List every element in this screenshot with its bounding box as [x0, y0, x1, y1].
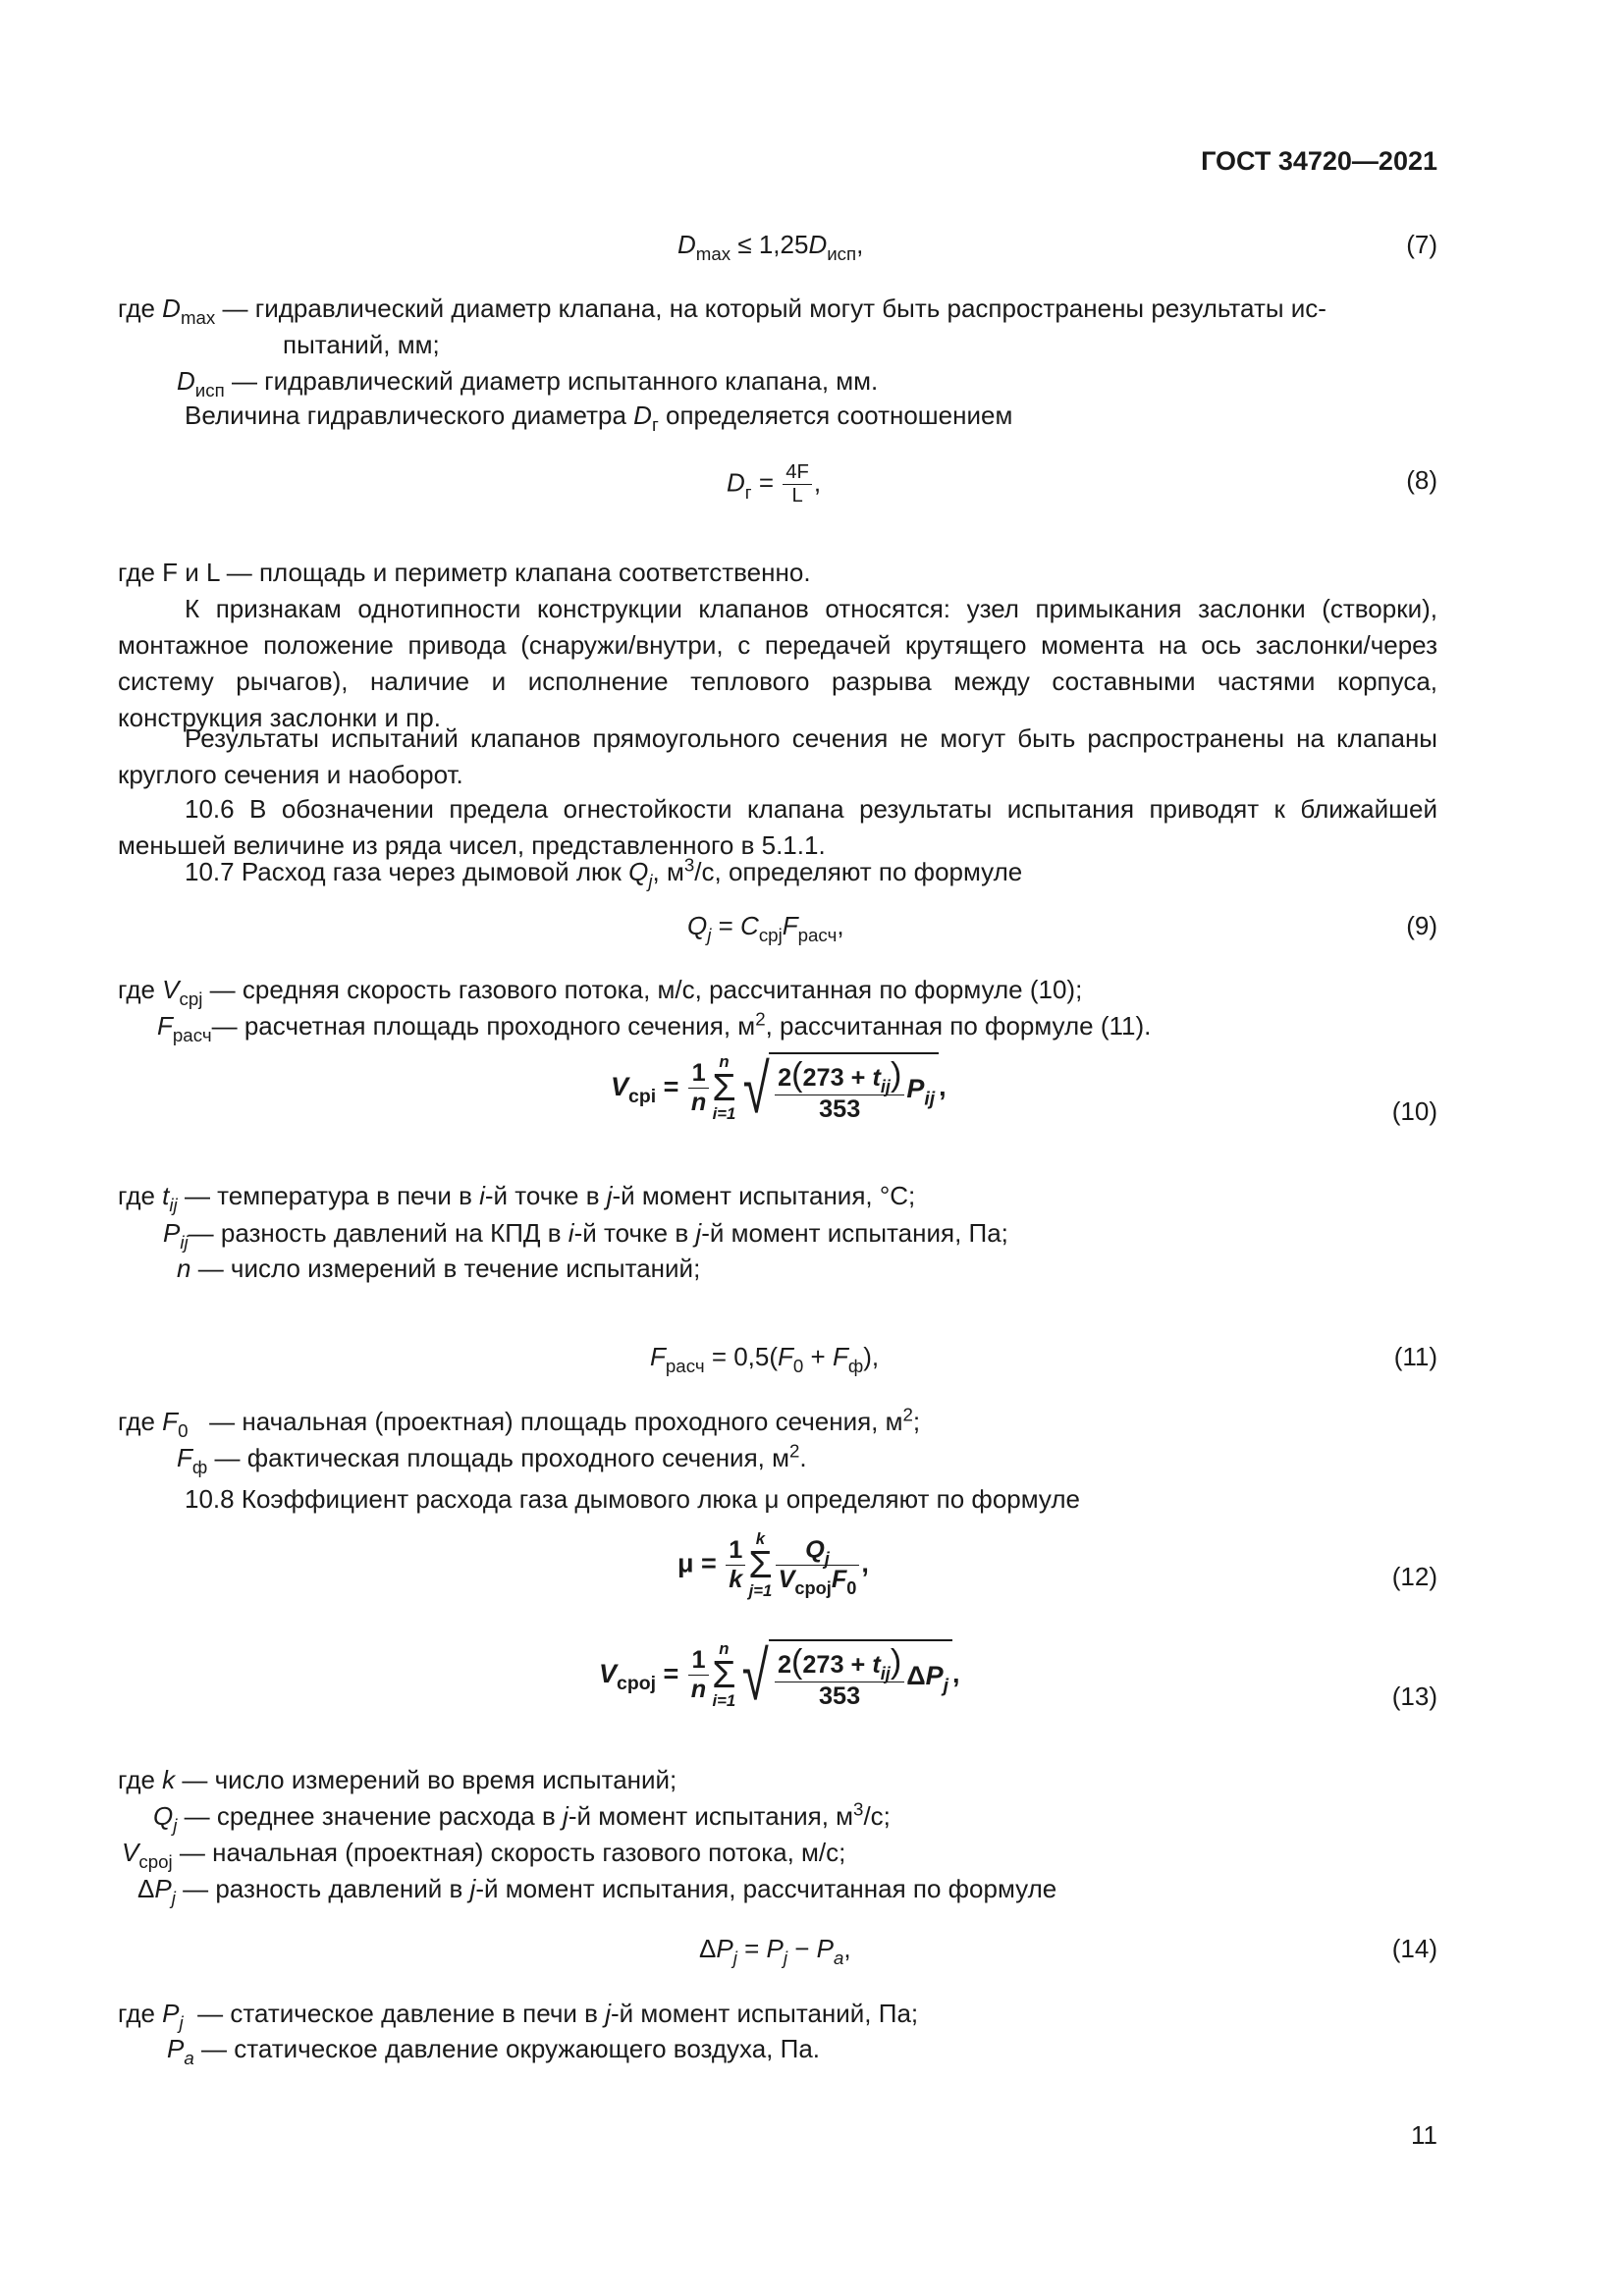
- def10-line3: n — число измерений в течение испытаний;: [177, 1254, 701, 1283]
- def7-line2: $D_{исп}$ — гидравлический диаметр испытанного клапана, мм.: [177, 366, 879, 401]
- equation-13: $V_{сроj}$ = $\frac{1}{n}$ n Σ i=1 √ $\frac{2(273 + t_{ij})}{353}$ $\Delta P_j$ ,: [599, 1635, 960, 1714]
- def9-line2: $F_{расч}—$ расчетная площадь проходного сечения, $м^2$, рассчитанная по формуле (11).: [157, 1008, 1152, 1046]
- equation-14-number: (14): [1391, 1934, 1437, 1963]
- paragraph-similarity: К признакам однотипности конструкции клапанов относятся: узел примыкания заслонки (створки), монтажное положение привода (снаружи/внутри, с передачей крутящего момента на ось заслонки/через систему рычагов), наличие и исполнение теплового разрыва между составными частями корпуса, конструкция заслонки и пр.: [118, 594, 1437, 732]
- paragraph-10-7: 10.7 Расход газа через дымовой люк $Q_j$, $м^3/с$, определяют по формуле: [185, 854, 1023, 892]
- equation-11: $F_{расч} = 0,5(F_0 + F_ф)$,: [650, 1342, 880, 1377]
- equation-7-number: (7): [1406, 230, 1437, 259]
- paragraph-10-6: 10.6 В обозначении предела огнестойкости клапана результаты испытания приводят к ближайшей меньшей величине из ряда чисел, представленного в 5.1.1.: [118, 794, 1437, 860]
- def7-line1-cont: пытаний, мм;: [283, 330, 440, 359]
- equation-12: μ = $\frac{1}{k}$ k Σ j=1 $\frac{Q_j}{V_{сроj}F_0}$ ,: [677, 1529, 869, 1601]
- def13-line2: $Q_j$ — среднее значение расхода в j-й момент испытания, $м^3/с$;: [153, 1798, 891, 1837]
- equation-8: $D_г$ = $\frac{4F}{L}$ ,: [727, 461, 822, 507]
- equation-12-number: (12): [1391, 1562, 1437, 1591]
- paragraph-f-l: где F и L — площадь и периметр клапана соответственно.: [118, 558, 811, 587]
- equation-9: $Q_j = C_{срj}F_{расч}$,: [687, 911, 844, 946]
- def10-line2: $P_{ij}—$ разность давлений на КПД в i-й точке в j-й момент испытания, Па;: [163, 1218, 1008, 1254]
- def9-line1: где $V_{срj}$ — средняя скорость газового потока, м/с, рассчитанная по формуле (10);: [118, 975, 1083, 1010]
- def11-line1: где $F_0$ — начальная (проектная) площадь проходного сечения, $м^2$;: [118, 1404, 921, 1442]
- equation-7: $D_{max} \le 1,25D_{исп}$,: [677, 230, 864, 265]
- paragraph-10-8: 10.8 Коэффициент расхода газа дымового люка μ определяют по формуле: [185, 1484, 1080, 1514]
- def7-line3: Величина гидравлического диаметра $D_г$ определяется соотношением: [185, 400, 1013, 436]
- equation-13-number: (13): [1391, 1682, 1437, 1711]
- def14-line1: где $P_j$ — статическое давление в печи в j-й момент испытаний, Па;: [118, 1999, 919, 2034]
- def10-line1: где $t_{ij}$ — температура в печи в i-й точке в j-й момент испытания, °С;: [118, 1181, 916, 1216]
- equation-11-number: (11): [1393, 1342, 1437, 1371]
- def13-line1: где k — число измерений во время испытаний;: [118, 1765, 677, 1794]
- def11-line2: $F_ф$ — фактическая площадь проходного сечения, $м^2$.: [177, 1440, 807, 1478]
- page-number: 11: [1411, 2120, 1437, 2150]
- paragraph-results: Результаты испытаний клапанов прямоугольного сечения не могут быть распространены на клапаны круглого сечения и наоборот.: [118, 723, 1437, 789]
- def7-line1: где $D_{max}$ — гидравлический диаметр клапана, на который могут быть распространены результаты ис-: [118, 294, 1326, 329]
- def14-line2: $P_a$ — статическое давление окружающего воздуха, Па.: [167, 2034, 821, 2069]
- equation-9-number: (9): [1406, 911, 1437, 940]
- document-header: ГОСТ 34720—2021: [1201, 146, 1437, 176]
- def13-line4: $\Delta P_j$ — разность давлений в j-й момент испытания, рассчитанная по формуле: [137, 1874, 1057, 1909]
- equation-14: $\Delta P_j = P_j - P_a$,: [699, 1934, 851, 1969]
- equation-10-number: (10): [1391, 1096, 1437, 1126]
- def13-line3: $V_{сроj}$ — начальная (проектная) скорость газового потока, м/с;: [122, 1838, 846, 1873]
- equation-8-number: (8): [1406, 465, 1437, 495]
- equation-10: $V_{срi}$ = $\frac{1}{n}$ n Σ i=1 √ $\frac{2(273 + t_{ij})}{353}$ $P_{ij}$ ,: [611, 1048, 947, 1127]
